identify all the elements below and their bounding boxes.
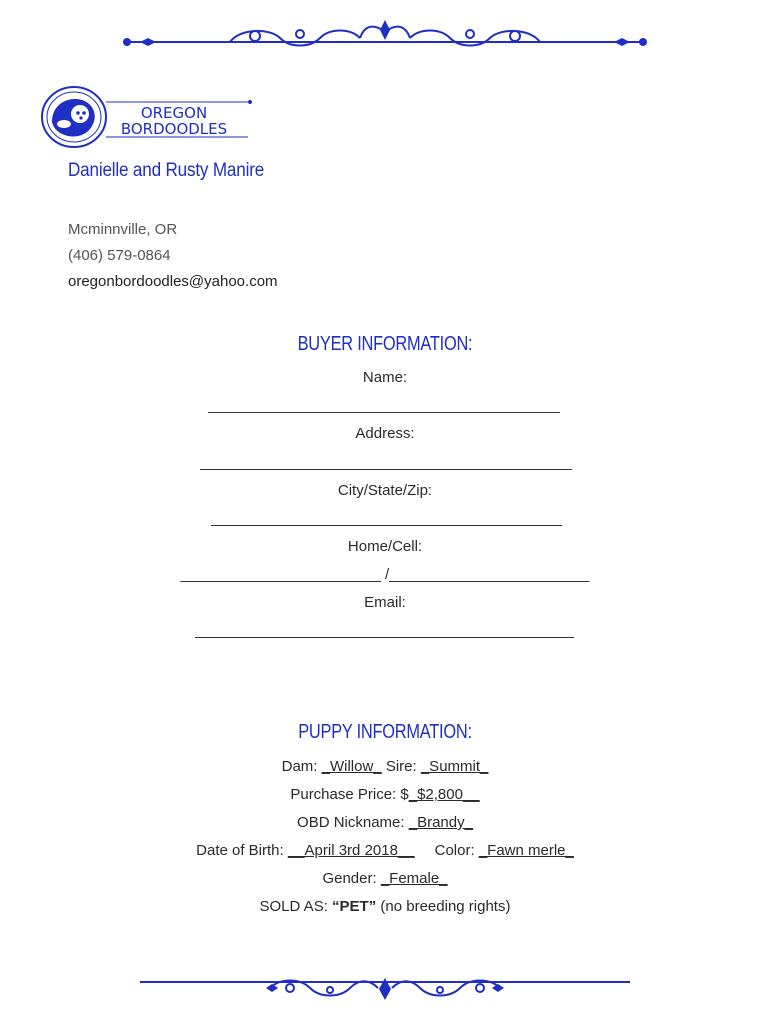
name-label: Name: bbox=[362, 369, 408, 386]
obd-nickname-line bbox=[0, 814, 770, 831]
puppy-section-title: PUPPY INFORMATION: bbox=[298, 721, 472, 743]
email-blank-line[interactable] bbox=[195, 637, 574, 638]
home-cell-blank-lines[interactable]: ________________________ /________________________ bbox=[180, 566, 590, 583]
owner-names: Danielle and Rusty Manire bbox=[68, 160, 265, 181]
city-state-zip-blank-line[interactable] bbox=[211, 525, 562, 526]
sold-as-note: (no breeding rights) bbox=[376, 898, 511, 915]
dam-value: _Willow_ bbox=[321, 758, 382, 775]
sold-as-label: SOLD AS: bbox=[259, 898, 333, 915]
logo-line1: OREGON bbox=[140, 104, 208, 122]
address-label: Address: bbox=[355, 425, 415, 442]
dob-color-line bbox=[0, 842, 770, 859]
email-label: Email: bbox=[364, 594, 406, 611]
top-ornament-divider bbox=[0, 14, 770, 64]
gender-line bbox=[0, 870, 770, 887]
sire-label: Sire: bbox=[381, 758, 421, 775]
dam-sire-line bbox=[0, 758, 770, 775]
color-label: Color: bbox=[434, 842, 479, 859]
purchase-price-label: Purchase Price: $ bbox=[290, 786, 409, 803]
owner-phone: (406) 579-0864 bbox=[68, 247, 171, 264]
bottom-ornament-divider bbox=[0, 962, 770, 1012]
address-blank-line[interactable] bbox=[200, 469, 572, 470]
purchase-price-value: _$2,800__ bbox=[408, 786, 480, 803]
sire-value: _Summit_ bbox=[420, 758, 489, 775]
color-value: _Fawn merle_ bbox=[478, 842, 574, 859]
buyer-section-title: BUYER INFORMATION: bbox=[297, 333, 473, 355]
dam-label: Dam: bbox=[281, 758, 322, 775]
obd-nickname-label: OBD Nickname: bbox=[297, 814, 409, 831]
gender-label: Gender: bbox=[322, 870, 381, 887]
dob-value: __April 3rd 2018__ bbox=[287, 842, 415, 859]
dob-label: Date of Birth: bbox=[196, 842, 288, 859]
home-cell-label: Home/Cell: bbox=[347, 538, 423, 555]
purchase-price-line bbox=[0, 786, 770, 803]
logo-line2: BORDOODLES bbox=[120, 120, 228, 138]
obd-nickname-value: _Brandy_ bbox=[408, 814, 473, 831]
gender-value: _Female_ bbox=[380, 870, 448, 887]
name-blank-line[interactable] bbox=[208, 412, 560, 413]
sold-as-value: “PET” bbox=[332, 898, 377, 915]
sold-as-line bbox=[0, 898, 770, 915]
oregon-bordoodles-logo bbox=[38, 82, 253, 152]
city-state-zip-label: City/State/Zip: bbox=[337, 482, 433, 499]
owner-city: Mcminnville, OR bbox=[68, 221, 178, 238]
owner-email: oregonbordoodles@yahoo.com bbox=[68, 273, 278, 290]
